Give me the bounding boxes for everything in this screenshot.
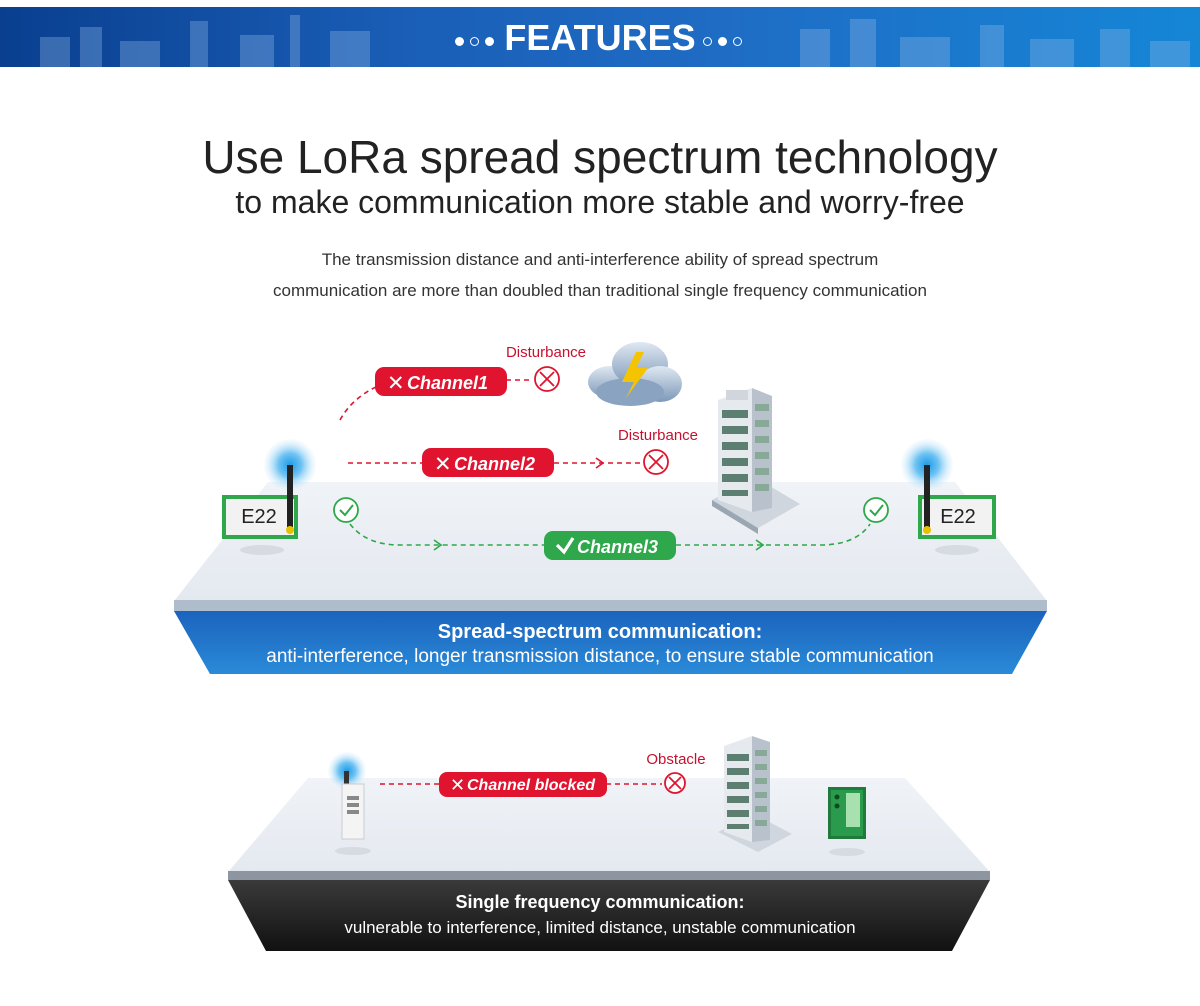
channel-1-badge: [375, 367, 507, 396]
spread-caption-title: Spread-spectrum communication:: [437, 621, 763, 643]
svg-text:✕: ✕: [434, 453, 452, 476]
antenna-icon: [924, 465, 930, 531]
module-label-right: E22: [940, 506, 976, 528]
obstacle-label: Obstacle: [646, 751, 706, 768]
channel-3-badge: [544, 531, 676, 560]
channel-1-label: Channel1: [407, 373, 489, 393]
channel-2-label: Channel2: [454, 454, 536, 474]
channel-2-badge: [422, 448, 554, 477]
antenna-icon: [287, 465, 293, 531]
svg-text:✕: ✕: [387, 372, 405, 395]
cloud-lightning-icon: [588, 342, 682, 406]
check-circle-icon: [864, 498, 888, 522]
module-label-left: E22: [241, 506, 277, 528]
single-caption-text: vulnerable to interference, limited distance, unstable communication: [344, 918, 856, 937]
channel-3-label: Channel3: [577, 537, 659, 557]
description-line-2: communication are more than doubled than traditional single frequency communication: [273, 281, 927, 300]
banner-title: FEATURES: [504, 17, 696, 58]
x-circle-icon: [535, 367, 559, 391]
headline-subtitle: to make communication more stable and worry-free: [235, 184, 965, 220]
spread-caption-text: anti-interference, longer transmission distance, to ensure stable communication: [266, 646, 934, 667]
x-circle-icon: [644, 450, 668, 474]
channel-blocked-label: Channel blocked: [467, 777, 596, 794]
check-circle-icon: [334, 498, 358, 522]
single-caption-title: Single frequency communication:: [455, 892, 745, 912]
description-line-1: The transmission distance and anti-interference ability of spread spectrum: [321, 250, 879, 269]
channel-blocked-badge: [439, 772, 607, 797]
disturbance-label-2: Disturbance: [617, 427, 699, 444]
headline-title: Use LoRa spread spectrum technology: [202, 131, 998, 183]
x-circle-icon: [665, 773, 685, 793]
disturbance-label-1: Disturbance: [505, 344, 587, 361]
svg-text:✕: ✕: [450, 775, 466, 795]
